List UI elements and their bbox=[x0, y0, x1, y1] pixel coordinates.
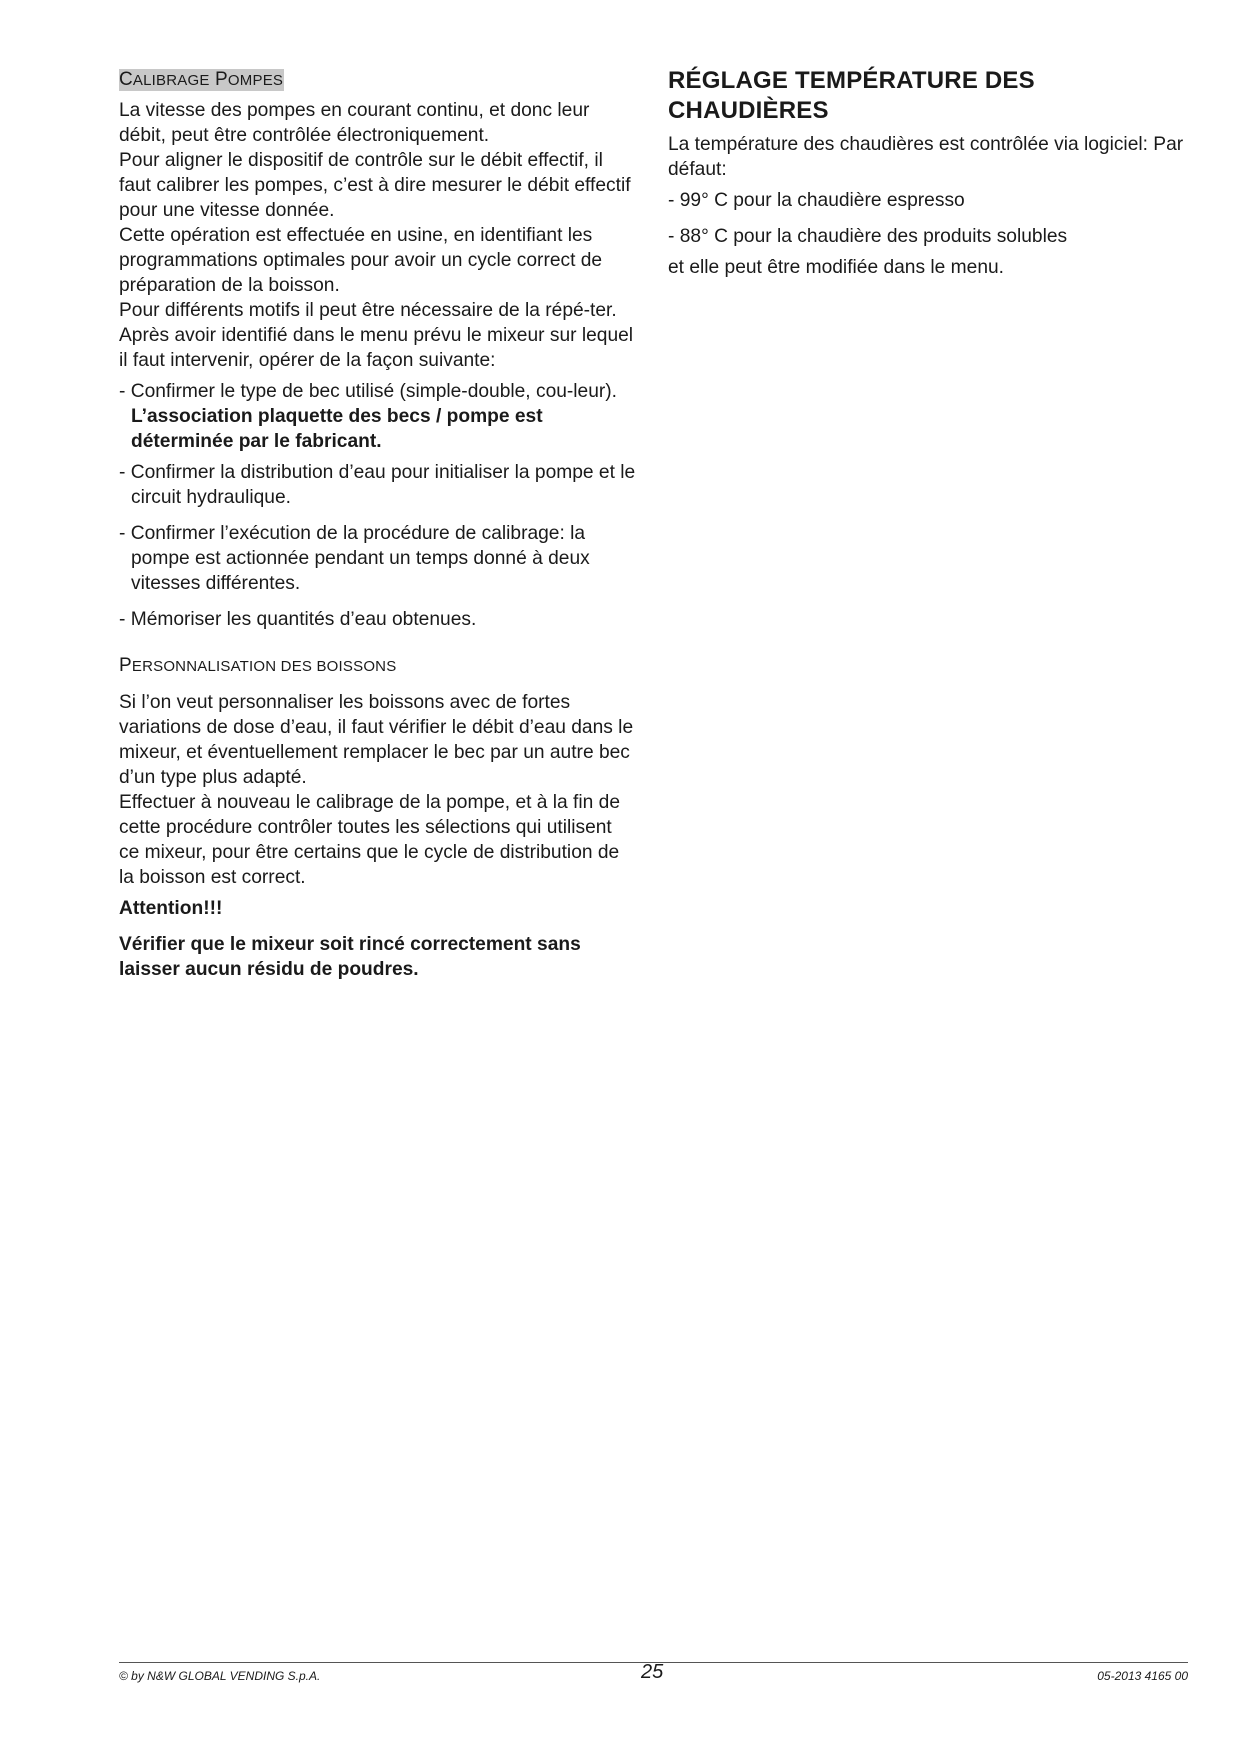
bullet-1-text: - Confirmer le type de bec utilisé (simple-double, cou-leur). bbox=[119, 381, 618, 402]
attention-label: Attention!!! bbox=[119, 898, 223, 919]
calibrage-bullet-4: - Mémoriser les quantités d’eau obtenues. bbox=[119, 609, 477, 630]
calibrage-bullet-1 bbox=[119, 379, 637, 454]
perso-paragraph-2: Effectuer à nouveau le calibrage de la pompe, et à la fin de cette procédure contrôler toutes les sélections qui utilisent ce mixeur, pour être certains que le cycle de distribution de la boisson est correct. bbox=[119, 792, 620, 888]
calibrage-bullet-2: - Confirmer la distribution d’eau pour initialiser la pompe et le circuit hydraulique. bbox=[119, 462, 636, 508]
warning-text: Vérifier que le mixeur soit rincé correctement sans laisser aucun résidu de poudres. bbox=[119, 934, 581, 980]
temperature-item-2: - 88° C pour la chaudière des produits solubles bbox=[668, 226, 1068, 247]
footer-doc-code: 05-2013 4165 00 bbox=[1097, 1669, 1188, 1683]
calibrage-heading: CALIBRAGE POMPES bbox=[119, 69, 284, 90]
calibrage-paragraph-1: La vitesse des pompes en courant continu, et donc leur débit, peut être contrôlée électroniquement. bbox=[119, 100, 590, 146]
calibrage-paragraph-4: Pour différents motifs il peut être nécessaire de la répé-ter. bbox=[119, 300, 617, 321]
perso-paragraph-1: Si l’on veut personnaliser les boissons avec de fortes variations de dose d’eau, il faut vérifier le débit d’eau dans le mixeur, et éventuellement remplacer le bec par un autre bec d’un type plus adapté. bbox=[119, 692, 634, 788]
temperature-heading: RÉGLAGE TEMPÉRATURE DES CHAUDIÈRES bbox=[668, 67, 1035, 124]
page-number: 25 bbox=[641, 1661, 664, 1683]
temperature-item-1: - 99° C pour la chaudière espresso bbox=[668, 190, 965, 211]
left-column bbox=[119, 66, 637, 982]
bullet-1-bold: L’association plaquette des becs / pompe est déterminée par le fabricant. bbox=[131, 406, 543, 452]
calibrage-paragraph-3: Cette opération est effectuée en usine, en identifiant les programmations optimales pour avoir un cycle correct de préparation de la boisson. bbox=[119, 225, 603, 296]
temperature-outro: et elle peut être modifiée dans le menu. bbox=[668, 257, 1004, 278]
footer-copyright: © by N&W GLOBAL VENDING S.p.A. bbox=[119, 1669, 321, 1683]
perso-heading: PERSONNALISATION DES BOISSONS bbox=[119, 655, 397, 676]
right-column bbox=[668, 66, 1188, 280]
calibrage-paragraph-2: Pour aligner le dispositif de contrôle sur le débit effectif, il faut calibrer les pompes, c’est à dire mesurer le débit effectif pour une vitesse donnée. bbox=[119, 150, 631, 221]
calibrage-bullet-3: - Confirmer l’exécution de la procédure de calibrage: la pompe est actionnée pendant un temps donné à deux vitesses différentes. bbox=[119, 523, 590, 594]
temperature-intro: La température des chaudières est contrôlée via logiciel: Par défaut: bbox=[668, 134, 1184, 180]
calibrage-paragraph-5: Après avoir identifié dans le menu prévu le mixeur sur lequel il faut intervenir, opérer de la façon suivante: bbox=[119, 325, 634, 371]
